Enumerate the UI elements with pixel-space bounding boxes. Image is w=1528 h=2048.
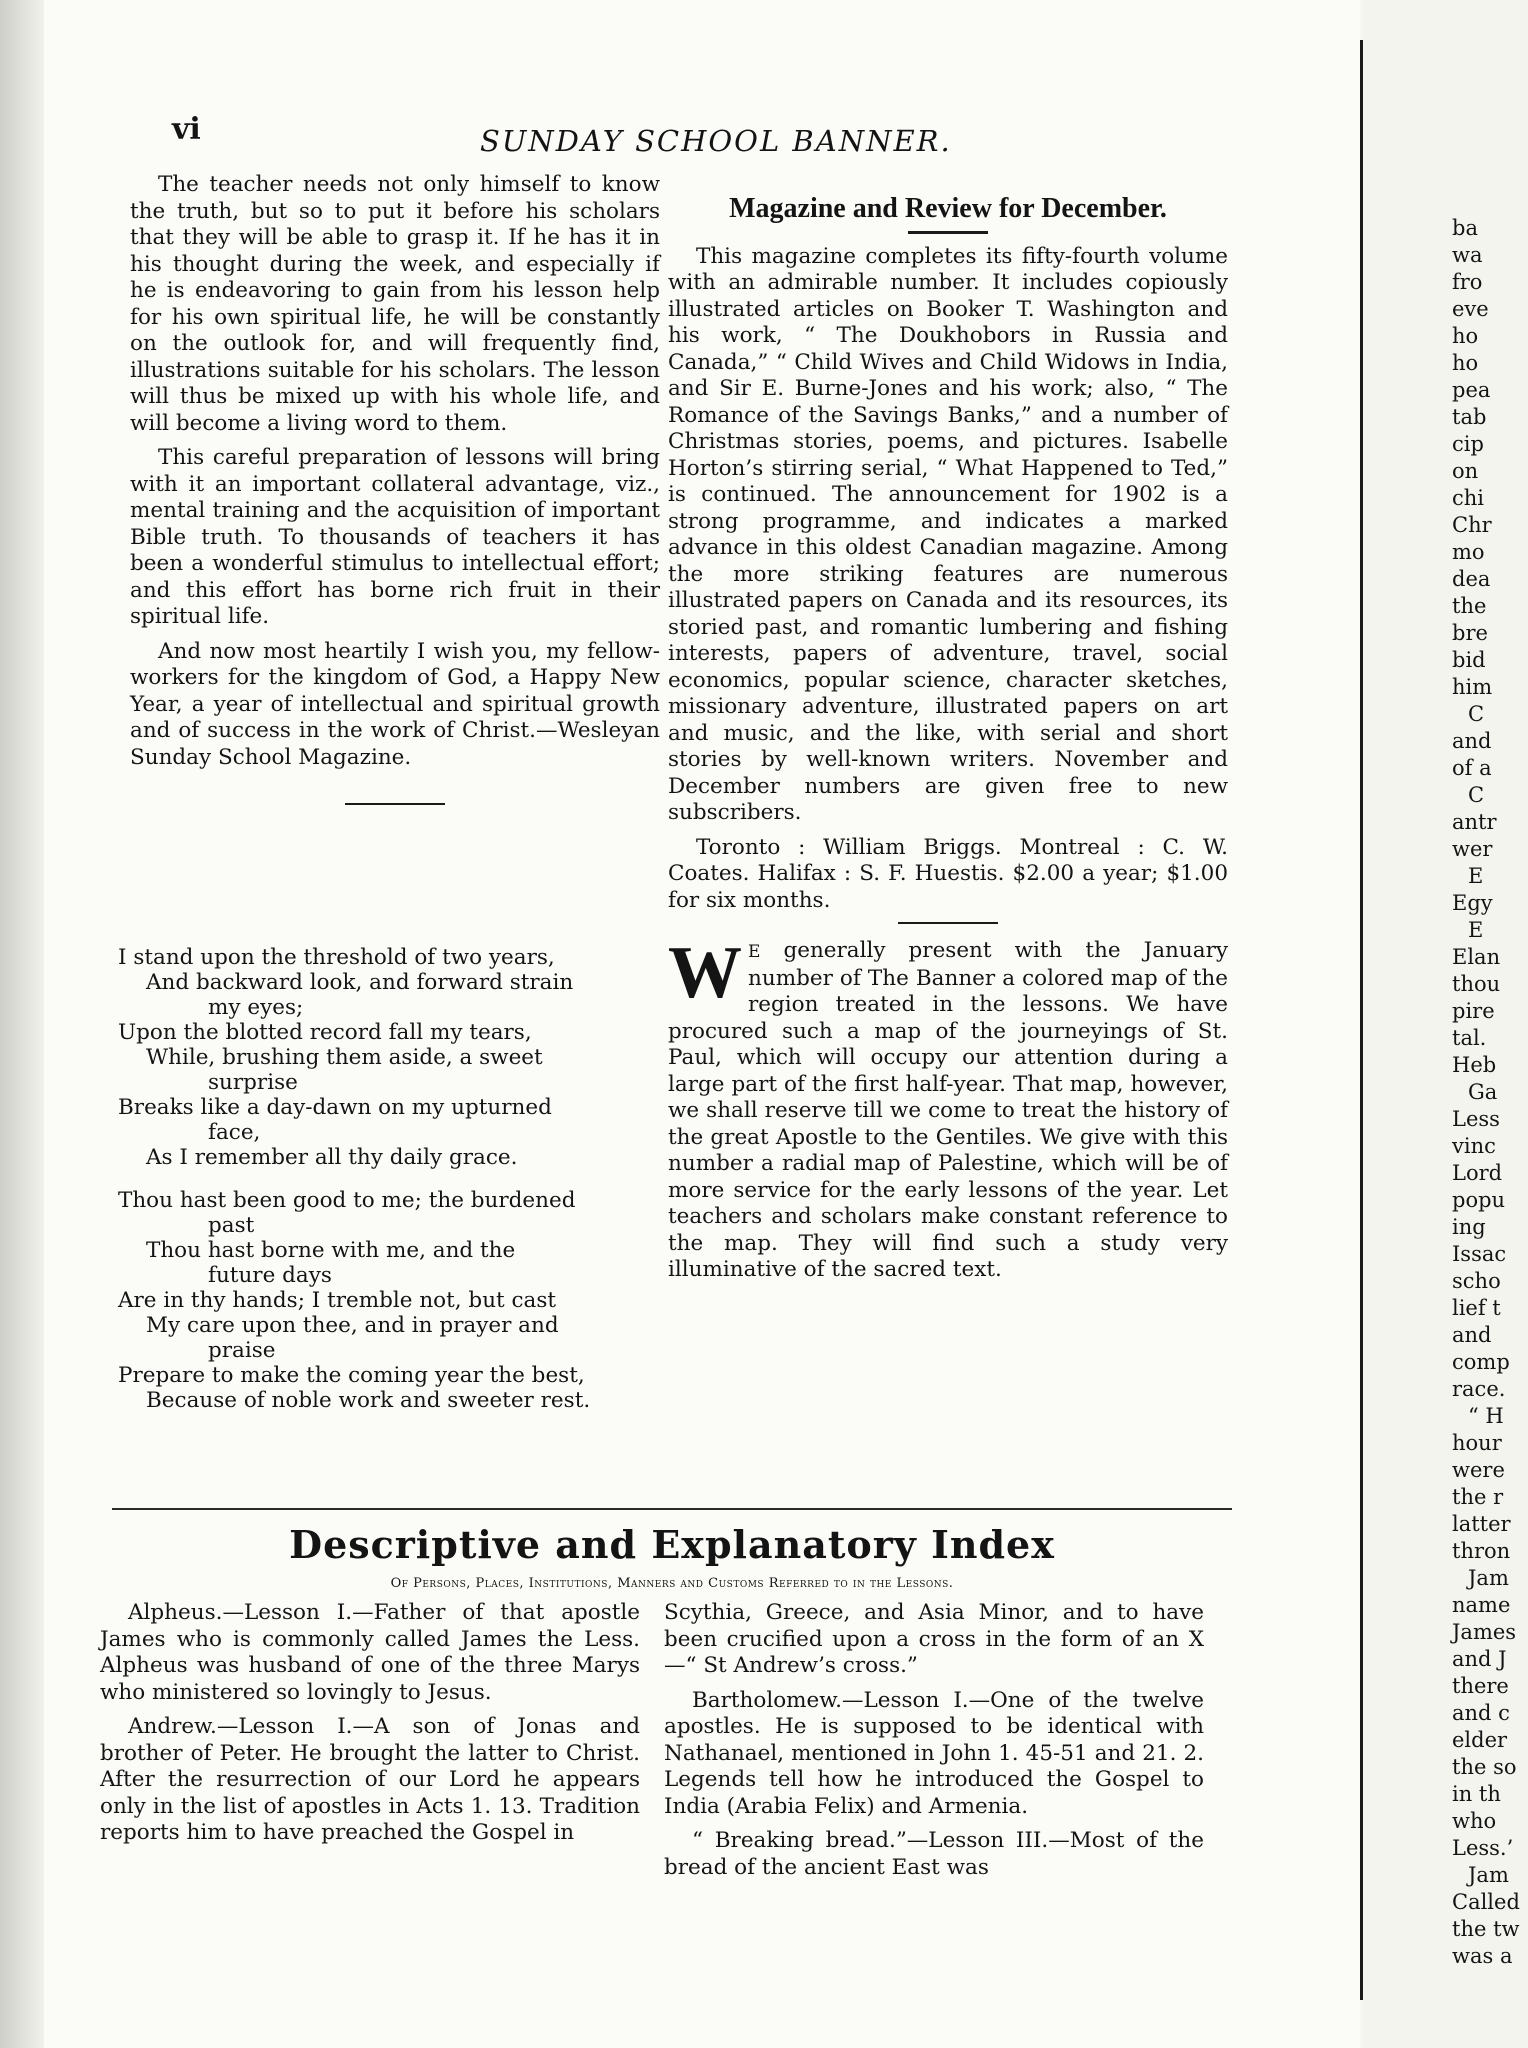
right-page-fragment: the r [1452, 1485, 1504, 1509]
right-page-fragment: Ga [1468, 1080, 1498, 1104]
right-page-fragment: hour [1452, 1431, 1502, 1455]
index-entry: Alpheus.—Lesson I.—Father of that apostle James who is commonly called James the Less. Alpheus was husband of one of the three Marys who ministered so lovingly to Jesus. [100, 1600, 640, 1705]
right-page-fragment: on [1452, 459, 1479, 483]
article-paragraph: The teacher needs not only himself to know the truth, but so to put it before his scholars that they will be able to grasp it. If he has it in his thought during the week, and especially if he is endeavoring to gain from his lesson help for his own spiritual life, he will be constantly on the outlook for, and will frequently find, illustrations suitable for his scholars. The lesson will thus be mixed up with his whole life, and will become a living word to them. [130, 172, 660, 436]
right-page-fragment: scho [1452, 1269, 1501, 1293]
right-page-fragment: wa [1452, 243, 1483, 267]
right-page-fragment: Less [1452, 1107, 1500, 1131]
index-right-column [664, 1600, 1204, 1889]
right-page-fragment: cip [1452, 432, 1484, 456]
right-page-fragment: mo [1452, 540, 1485, 564]
right-page-fragment: was a [1452, 1944, 1513, 1968]
right-page-fragment: E [1468, 918, 1484, 942]
right-page-fragment: him [1452, 675, 1493, 699]
publisher-info: Toronto : William Briggs. Montreal : C. W. Coates. Halifax : S. F. Huestis. $2.00 a year; $1.00 for six months. [668, 834, 1228, 913]
index-rule [112, 1508, 1232, 1510]
poem-line: And backward look, and forward strain [146, 970, 574, 995]
right-page-fragments [1452, 215, 1528, 1970]
right-page-fragment: the [1452, 594, 1487, 618]
right-page-fragment: of a [1452, 756, 1492, 780]
right-page-fragment: eve [1452, 297, 1489, 321]
running-title: SUNDAY SCHOOL BANNER. [480, 124, 952, 158]
right-page-fragment: bid [1452, 648, 1486, 672]
right-page-fragment: Egy [1452, 891, 1493, 915]
poem-line: As I remember all thy daily grace. [146, 1145, 518, 1170]
poem-line: Breaks like a day-dawn on my upturned [118, 1095, 552, 1120]
poem-line: past [208, 1213, 255, 1238]
right-page-fragment: the so [1452, 1755, 1517, 1779]
right-page-fragment: “ H [1468, 1404, 1504, 1428]
right-page-fragment: ho [1452, 324, 1479, 348]
index-entry: “ Breaking bread.”—Lesson III.—Most of the bread of the ancient East was [664, 1828, 1204, 1880]
right-page-fragment: elder [1452, 1728, 1508, 1752]
right-page-fragment: Lord [1452, 1161, 1503, 1185]
right-page-fragment: Chr [1452, 513, 1492, 537]
right-page-fragment: C [1468, 783, 1485, 807]
right-page-fragment: and J [1452, 1647, 1507, 1671]
right-page-fragment: dea [1452, 567, 1491, 591]
right-page-fragment: popu [1452, 1188, 1506, 1212]
index-entry: Bartholomew.—Lesson I.—One of the twelve apostles. He is supposed to be identical with Nathanael, mentioned in John 1. 45-51 and 21. 2. Legends tell how he introduced the Gospel to India (Arabia Felix) and Armenia. [664, 1687, 1204, 1819]
right-page-fragment: Called [1452, 1890, 1520, 1914]
right-page-fragment: Elan [1452, 945, 1501, 969]
drop-cap-lead: E [748, 942, 761, 962]
right-page-fragment: E [1468, 864, 1484, 888]
right-page-fragment: ba [1452, 216, 1478, 240]
poem-line: Thou hast been good to me; the burdened [118, 1188, 576, 1213]
magazine-review-title: Magazine and Review for December. [729, 193, 1167, 224]
article-paragraph: And now most heartily I wish you, my fellow-workers for the kingdom of God, a Happy New Year, a year of intellectual and spiritual growth and of success in the work of Christ.—Wesleyan Sunday School Magazine. [130, 638, 660, 770]
stanza-break [118, 1170, 658, 1188]
poem-line: Thou hast borne with me, and the [146, 1238, 516, 1263]
right-page-fragment: there [1452, 1674, 1509, 1698]
right-page-fragment: in th [1452, 1782, 1501, 1806]
right-page-fragment: Heb [1452, 1053, 1497, 1077]
right-page-fragment: chi [1452, 486, 1485, 510]
right-page-fragment: and [1452, 1323, 1492, 1347]
drop-cap: W [668, 932, 742, 1014]
poem-line: surprise [208, 1070, 298, 1095]
poem-line: I stand upon the threshold of two years, [118, 945, 555, 970]
index-title: Descriptive and Explanatory Index [289, 1522, 1055, 1567]
right-page-fragment: Issac [1452, 1242, 1507, 1266]
right-page-fragment: C [1468, 702, 1485, 726]
right-page-fragment: and [1452, 729, 1492, 753]
section-divider [345, 803, 445, 805]
right-page-fragment: Jam [1468, 1863, 1509, 1887]
poem-line: Prepare to make the coming year the best, [118, 1363, 585, 1388]
title-rule [908, 231, 988, 234]
right-page-fragment: were [1452, 1458, 1505, 1482]
right-page-fragment: lief t [1452, 1296, 1501, 1320]
right-page-fragment: vinc [1452, 1134, 1496, 1158]
right-page-fragment: thron [1452, 1539, 1511, 1563]
right-page-fragment: race. [1452, 1377, 1506, 1401]
right-page-fragment: James [1452, 1620, 1517, 1644]
right-page-fragment: antr [1452, 810, 1497, 834]
poem-line: While, brushing them aside, a sweet [146, 1045, 543, 1070]
right-page-fragment: ing [1452, 1215, 1486, 1239]
map-notice [668, 932, 1228, 1284]
right-page-fragment: tab [1452, 405, 1487, 429]
right-page-fragment: name [1452, 1593, 1511, 1617]
poem-line: My care upon thee, and in prayer and [146, 1313, 559, 1338]
left-column-article [130, 172, 660, 819]
right-page-fragment: wer [1452, 837, 1493, 861]
magazine-review-body: This magazine completes its fifty-fourth volume with an admirable number. It includes copiously illustrated articles on Booker T. Washington and his work, “ The Doukhobors in Russia and Canada,” “ Child Wives and Child Widows in India, and Sir E. Burne-Jones and his work; also, “ The Romance of the Savings Banks,” and a number of Christmas stories, poems, and pictures. Isabelle Horton’s stirring serial, “ What Happened to Ted,” is continued. The announcement for 1902 is a strong programme, and indicates a marked advance in this oldest Canadian magazine. Among the more striking features are numerous illustrated papers on Canada and its resources, its storied past, and romantic lumbering and fishing interests, papers of adventure, travel, social economics, popular science, character sketches, missionary adventure, illustrated papers on art and music, and the like, with serial and short stories by well-known writers. November and December numbers are given free to new subscribers. [668, 243, 1228, 825]
right-page-fragment: tal. [1452, 1026, 1487, 1050]
index-entry: Andrew.—Lesson I.—A son of Jonas and brother of Peter. He brought the latter to Christ. After the resurrection of our Lord he appears only in the list of apostles in Acts 1. 13. Tradition reports him to have preached the Gospel in [100, 1714, 640, 1845]
right-page-fragment: the tw [1452, 1917, 1520, 1941]
right-page-fragment: comp [1452, 1350, 1510, 1374]
index-left-column [100, 1600, 640, 1855]
page-number: vi [172, 112, 201, 147]
right-page-fragment: thou [1452, 972, 1501, 996]
right-page-fragment: who [1452, 1809, 1497, 1833]
right-page-fragment: latter [1452, 1512, 1511, 1536]
page-edge [0, 0, 44, 2048]
right-page-fragment: ho [1452, 351, 1479, 375]
right-page-fragment: pea [1452, 378, 1491, 402]
poem-line: my eyes; [208, 995, 304, 1020]
right-page-fragment: and c [1452, 1701, 1510, 1725]
poem-line: Are in thy hands; I tremble not, but cast [118, 1288, 557, 1313]
right-page-fragment: Jam [1468, 1566, 1509, 1590]
right-page-fragment: fro [1452, 270, 1483, 294]
article-paragraph: This careful preparation of lessons will bring with it an important collateral advantage, viz., mental training and the acquisition of important Bible truth. To thousands of teachers it has been a wonderful stimulus to intellectual effort; and this effort has borne rich fruit in their spiritual life. [130, 445, 660, 629]
poem-line: Upon the blotted record fall my tears, [118, 1020, 532, 1045]
right-page-fragment: Less.’ [1452, 1836, 1514, 1860]
poem-line: Because of noble work and sweeter rest. [146, 1388, 591, 1413]
middle-column [668, 193, 1228, 1284]
index-entry: Scythia, Greece, and Asia Minor, and to have been crucified upon a cross in the form of an X—“ St Andrew’s cross.” [664, 1600, 1204, 1678]
new-year-poem [118, 945, 658, 1413]
page-header [160, 112, 1340, 162]
right-page-fragment: bre [1452, 621, 1488, 645]
poem-line: praise [208, 1338, 276, 1363]
index-subtitle: Of Persons, Places, Institutions, Manners and Customs Referred to in the Lessons. [390, 1576, 954, 1591]
poem-line: future days [208, 1263, 332, 1288]
poem-line: face, [208, 1120, 261, 1145]
section-divider [898, 922, 998, 924]
map-notice-body: generally present with the January number of The Banner a colored map of the region treated in the lessons. We have procured such a map of the journeyings of St. Paul, which will occupy our attention during a large part of the first half-year. That map, however, we shall reserve till we come to treat the history of the great Apostle to the Gentiles. We give with this number a radial map of Palestine, which will be of more service for the early lessons of the year. Let teachers and scholars make constant reference to the map. They will find such a study very illuminative of the sacred text. [668, 938, 1228, 1282]
right-page-fragment: pire [1452, 999, 1495, 1023]
